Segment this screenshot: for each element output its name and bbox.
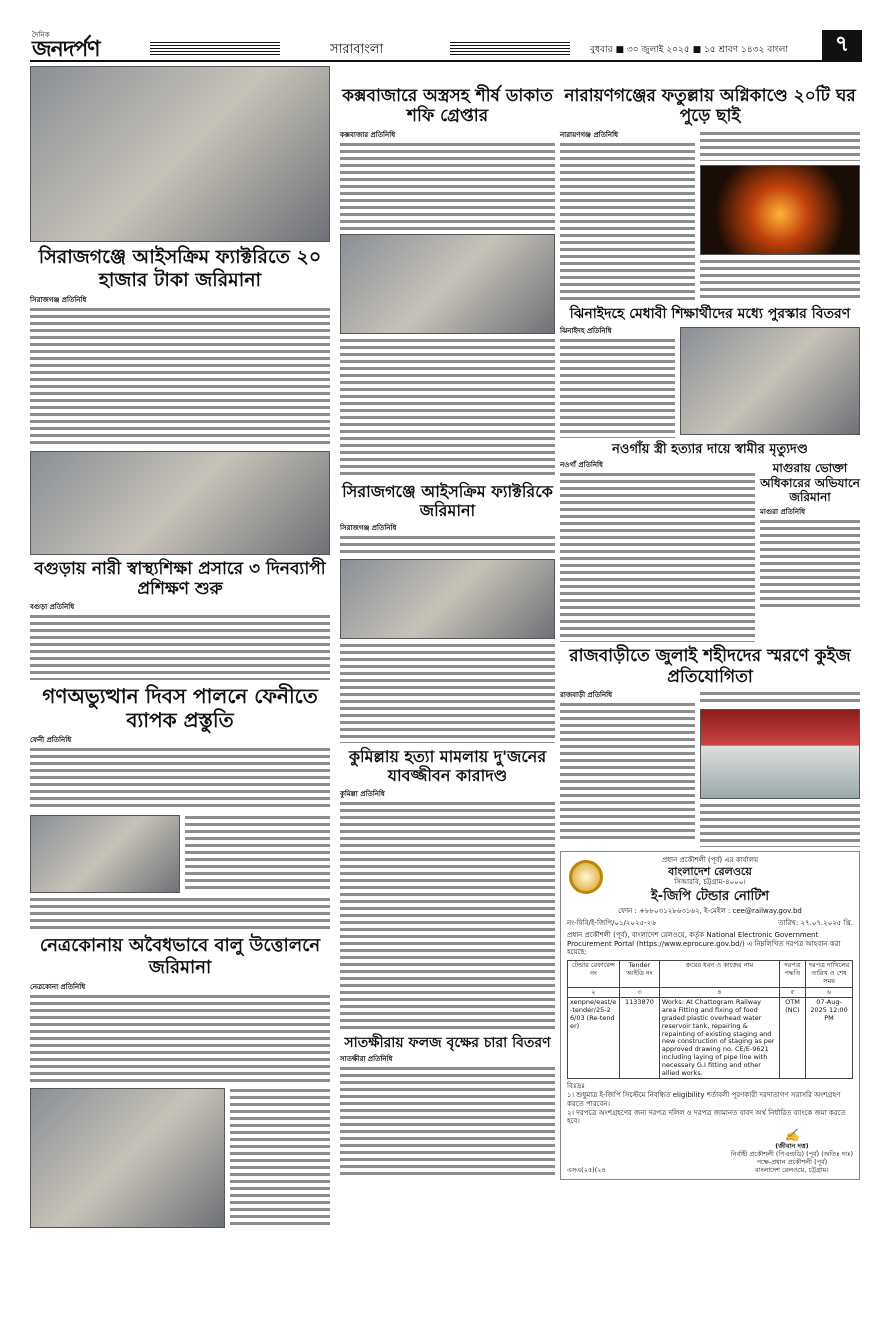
headline: সিরাজগঞ্জে আইসক্রিম ফ্যাক্টরিকে জরিমানা <box>342 481 553 520</box>
tender-table <box>567 960 853 1079</box>
signer-name: (জীবান দত্ত) <box>775 1142 809 1151</box>
masthead <box>30 30 862 62</box>
byline: কুমিল্লা প্রতিনিধি <box>340 789 385 798</box>
note: ১। শুধুমাত্র ই-জিপি সিস্টেমে নিবন্ধিত eligibility শর্তাবলী পূরণকারী দরদাতাগণ সরাসরি অংশগ্রহণ করতে পারবেন। <box>567 1091 841 1108</box>
article <box>560 461 755 642</box>
article-body <box>30 307 330 447</box>
work-description: Works: At Chattogram Railway area Fitting and fixing of food graded plastic overhead water reservoir tank, repairing & repainting of existing staging and new construction of staging as per approved drawing no. CE/E-9621 including laying of pipe line with necessary G.I fitting and other allied works. <box>659 998 779 1079</box>
tender-title: ই-জিপি টেন্ডার নোটিশ <box>650 889 770 905</box>
article <box>340 524 555 555</box>
section-title: সারাবাংলা <box>330 42 384 57</box>
tender-deadline: 07-Aug-2025 12:00 PM <box>806 998 853 1079</box>
table-row <box>568 998 853 1079</box>
col-number: ২ <box>568 987 620 998</box>
ad-code: এসএ(২৫)(২৪ <box>567 1166 606 1175</box>
headline: মাগুরায় ভোক্তা অধিকারের অভিযানে জরিমানা <box>760 461 860 504</box>
article-body <box>340 338 555 478</box>
tender-id: 1133870 <box>620 998 660 1079</box>
article <box>30 736 330 811</box>
article-body <box>700 803 860 847</box>
article-body <box>30 614 330 680</box>
divider <box>150 42 280 56</box>
byline: সিরাজগঞ্জ প্রতিনিধি <box>30 295 87 304</box>
byline: মাগুরা প্রতিনিধি <box>760 508 806 517</box>
signer-org: বাংলাদেশ রেলওয়ে, চট্টগ্রাম। <box>755 1166 829 1175</box>
headline: সাতক্ষীরায় ফলজ বৃক্ষের চারা বিতরণ <box>344 1034 551 1051</box>
article-body <box>700 691 860 705</box>
middle-column <box>340 86 555 1176</box>
tender-org: বাংলাদেশ রেলওয়ে <box>668 864 752 878</box>
col-header: দরপত্র পদ্ধতি <box>779 961 805 987</box>
headline: ঝিনাইদহে মেধাবী শিক্ষার্থীদের মধ্যে পুরস্কার বিতরণ <box>569 305 851 322</box>
headline: নারায়ণগঞ্জের ফতুল্লায় অগ্নিকাণ্ডে ২০টি ঘর পুড়ে ছাই <box>564 86 856 127</box>
right-column <box>560 86 860 1180</box>
article <box>340 131 555 230</box>
article <box>30 296 330 447</box>
signature-block <box>731 1128 853 1175</box>
article-body <box>340 142 555 230</box>
article <box>340 790 555 1031</box>
col-header: টেন্ডার রেফারেন্স নং <box>568 961 620 987</box>
byline: সিরাজগঞ্জ প্রতিনিধি <box>340 524 397 533</box>
signer-title: নির্বাহী প্রকৌশলী (পিএন্ডডি) (পূর্ব) (অতিঃ দাঃ) <box>730 1150 853 1159</box>
article-body <box>30 897 330 931</box>
article-body <box>30 747 330 811</box>
headline: বগুড়ায় নারী স্বাস্থ্যশিক্ষা প্রসারে ৩ দিনব্যাপী প্রশিক্ষণ শুরু <box>34 558 326 599</box>
col-number: ৪ <box>659 987 779 998</box>
tender-ref: xenpne/east/e-tender/25-26/03 (Re-tender) <box>568 998 620 1079</box>
headline: রাজবাড়ীতে জুলাই শহীদদের স্মরণে কুইজ প্রতিযোগিতা <box>569 646 851 687</box>
article-body <box>560 472 755 642</box>
signature-icon: ✍ <box>784 1128 800 1143</box>
col-header: ক্রয়ের ধরন ও কাজের নাম <box>659 961 779 987</box>
article-body <box>185 815 330 893</box>
news-photo <box>340 234 555 334</box>
article-body <box>30 994 330 1084</box>
article <box>560 691 695 842</box>
col-header: দরপত্র দাখিলের তারিখ ও শেষ সময় <box>806 961 853 987</box>
article-body <box>340 643 555 743</box>
byline: ঝিনাইদহ প্রতিনিধি <box>560 326 612 335</box>
byline: কক্সবাজার প্রতিনিধি <box>340 130 396 139</box>
newspaper-logo: জনদর্পণ <box>32 37 100 62</box>
tender-contact: ফোন : +৮৮০৩১২৮৬৩১৬২, ই-মেইল : cee@railway.gov.bd <box>618 907 802 916</box>
byline: রাজবাড়ী প্রতিনিধি <box>560 690 613 699</box>
issue-date: বুধবার ■ ৩০ জুলাই ২০২৫ ■ ১৫ শ্রাবণ ১৪৩২ বাংলা <box>590 45 789 55</box>
article-body <box>340 1066 555 1176</box>
headline: নেত্রকোনায় অবৈধভাবে বালু উত্তোলনে জরিমানা <box>39 935 321 978</box>
page-number: ৭ <box>822 30 862 60</box>
headline: গণঅভ্যুত্থান দিবস পালনে ফেনীতে ব্যাপক প্রস্তুতি <box>42 684 318 733</box>
article-body <box>760 519 860 609</box>
headline: সিরাজগঞ্জে আইসক্রিম ফ্যাক্টরিতে ২০ হাজার টাকা জরিমানা <box>38 246 322 291</box>
byline: নেত্রকোনা প্রতিনিধি <box>30 982 86 991</box>
fire-photo <box>700 165 860 255</box>
byline: বগুড়া প্রতিনিধি <box>30 603 75 612</box>
byline: নওগাঁ প্রতিনিধি <box>560 461 603 470</box>
memo-date: তারিখ: ২৭.০৭.২০২৫ খ্রি. <box>778 919 853 928</box>
col-number: ৬ <box>806 987 853 998</box>
tender-method: OTM (NC) <box>779 998 805 1079</box>
article-body <box>700 259 860 299</box>
article <box>560 131 695 302</box>
article-body <box>560 338 675 438</box>
news-photo <box>30 1088 225 1228</box>
news-photo <box>680 327 860 435</box>
news-photo <box>700 709 860 799</box>
headline: নওগাঁয় স্ত্রী হত্যার দায়ে স্বামীর মৃত্যুদণ্ড <box>612 441 808 457</box>
signer-for: পক্ষে-প্রধান প্রকৌশলী (পূর্ব) <box>756 1158 828 1167</box>
article <box>30 603 330 680</box>
byline: সাতক্ষীরা প্রতিনিধি <box>340 1055 393 1064</box>
article <box>340 1055 555 1176</box>
col-header: Tender আইডি নং <box>620 961 660 987</box>
article-body <box>700 131 860 161</box>
col-number: ৫ <box>779 987 805 998</box>
article <box>760 508 860 609</box>
tender-notice <box>560 851 860 1180</box>
byline: ফেনী প্রতিনিধি <box>30 736 72 745</box>
article-body <box>560 702 695 842</box>
notes-label: বিঃদ্রঃ <box>567 1082 586 1091</box>
tender-address: সিআরবি, চট্টগ্রাম-৪০০০। <box>674 878 746 887</box>
tender-office: প্রধান প্রকৌশলী (পূর্ব) এর কার্যালয় <box>661 855 759 864</box>
memo-number: নং-বিবি/ই-জিপি/০১/২০২৫-২৬ <box>567 919 656 928</box>
article-body <box>230 1088 330 1228</box>
article-body <box>560 142 695 302</box>
article <box>560 327 675 438</box>
article-body <box>340 535 555 555</box>
divider <box>450 42 570 56</box>
logo-prefix: দৈনিক <box>32 31 50 39</box>
note: ২। দরপত্রে অংশগ্রহণের জন্য দরপত্র দলিল ও দরপত্র জামানত বাবদ অর্থ নির্ধারিত ব্যাংকে জমা করতে হবে। <box>567 1108 846 1126</box>
news-photo <box>30 66 330 242</box>
col-number: ৩ <box>620 987 660 998</box>
news-photo <box>30 815 180 893</box>
byline: নারায়ণগঞ্জ প্রতিনিধি <box>560 130 619 139</box>
bangladesh-railway-seal-icon <box>569 860 603 894</box>
article-body <box>340 801 555 1031</box>
news-photo <box>340 559 555 639</box>
news-photo <box>30 451 330 555</box>
tender-intro: প্রধান প্রকৌশলী (পূর্ব), বাংলাদেশ রেলওয়ে, কর্তৃক National Electronic Government Procurement Portal (https://www.eprocure.gov.bd/) এ নিম্নলিখিত দরপত্র আহবান করা হয়েছে: <box>567 930 841 957</box>
headline: কক্সবাজারে অস্ত্রসহ শীর্ষ ডাকাত শফি গ্রেপ্তার <box>342 86 553 127</box>
article <box>30 983 330 1084</box>
left-column <box>30 66 330 1228</box>
headline: কুমিল্লায় হত্যা মামলায় দু'জনের যাবজ্জীবন কারাদণ্ড <box>348 747 547 786</box>
